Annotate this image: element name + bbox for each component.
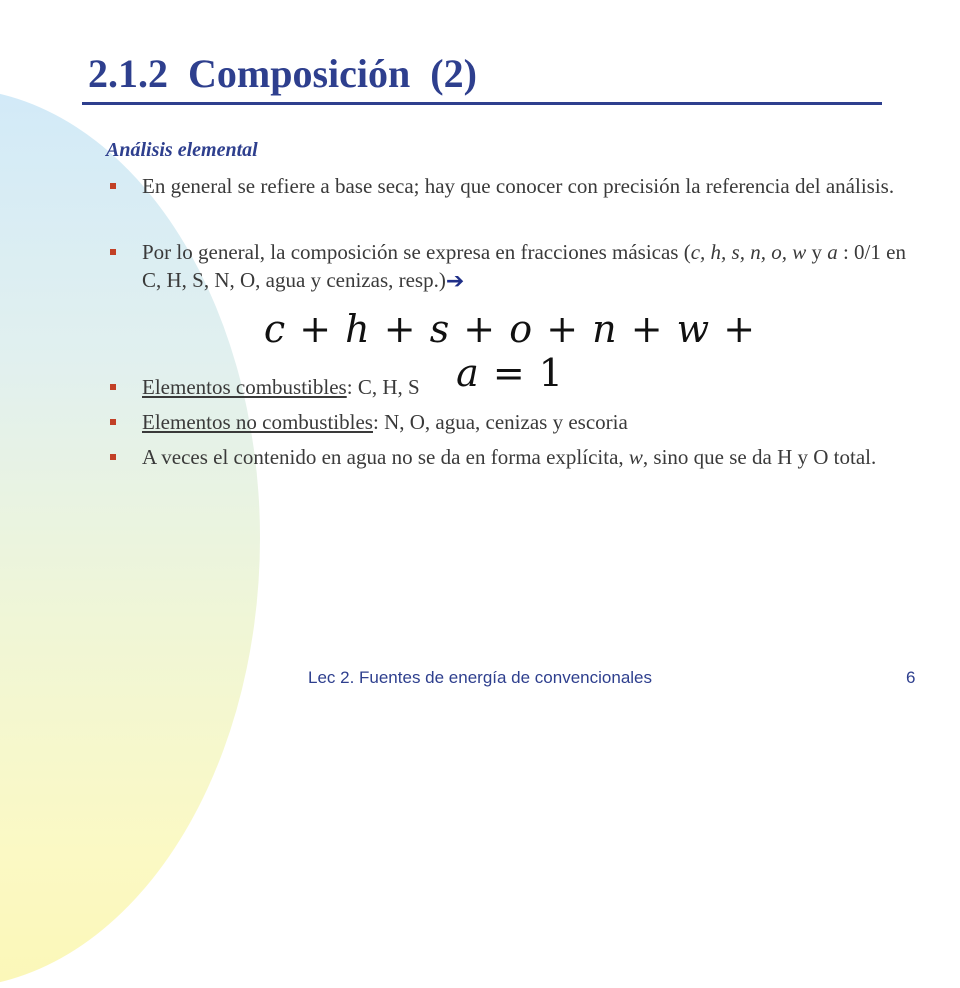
eq-plus: +	[723, 307, 757, 351]
bullet-square-icon	[110, 419, 116, 425]
eq-term: h	[345, 307, 371, 351]
eq-plus: +	[546, 307, 580, 351]
bullet-item	[106, 238, 926, 296]
eq-term: o	[509, 307, 534, 351]
eq-term: w	[676, 307, 711, 351]
variable-w: w	[628, 445, 643, 469]
eq-term: s	[429, 307, 451, 351]
bullet-text	[142, 443, 926, 471]
eq-plus: +	[630, 307, 664, 351]
bullet-text-part: : C, H, S	[346, 375, 420, 399]
bullet-square-icon	[110, 249, 116, 255]
bullet-text-part: A veces el contenido en agua no se da en forma explícita,	[142, 445, 629, 469]
bullet-text-part: Por lo general, la composición se expresa en fracciones másicas (	[142, 240, 691, 264]
bullet-square-icon	[110, 384, 116, 390]
bullet-square-icon	[110, 183, 116, 189]
eq-term: n	[592, 307, 618, 351]
bullet-square-icon	[110, 454, 116, 460]
footer-text: Lec 2. Fuentes de energía de convencionales	[307, 668, 653, 687]
slide-title: 2.1.2 Composición (2)	[88, 51, 477, 96]
eq-term: c	[263, 307, 287, 351]
eq-equals: =	[492, 351, 526, 395]
bullet-item	[106, 373, 926, 401]
eq-plus: +	[299, 307, 333, 351]
bullet-item	[106, 443, 926, 471]
bullet-text-part: : 0/1 en C, H, S, N, O, agua y cenizas, resp.)	[142, 240, 906, 292]
bullet-text	[142, 238, 926, 296]
variable-list: c, h, s, n, o, w	[690, 240, 807, 264]
bullet-text-part: y	[806, 240, 828, 264]
eq-term: a	[456, 351, 480, 395]
eq-plus: +	[383, 307, 417, 351]
eq-plus: +	[463, 307, 497, 351]
bullet-text-part: , sino que se da H y O total.	[642, 445, 877, 469]
bullet-text-part: : N, O, agua, cenizas y escoria	[372, 410, 628, 434]
arrow-right-icon: ➔	[445, 269, 465, 294]
section-heading: Análisis elemental	[106, 139, 258, 161]
background-gradient-shape	[0, 88, 260, 988]
bullet-label: Elementos no combustibles	[142, 410, 373, 434]
bullet-text	[142, 373, 926, 401]
bullet-text	[142, 408, 926, 436]
bullet-label: Elementos combustibles	[142, 375, 347, 399]
bullet-text: En general se refiere a base seca; hay que conocer con precisión la referencia del análisis.	[142, 174, 895, 198]
title-underline	[82, 102, 882, 105]
page-number: 6	[906, 668, 916, 687]
bullet-item	[106, 408, 926, 436]
bullet-item	[106, 172, 926, 200]
eq-rhs: 1	[538, 351, 564, 395]
variable-a: a	[827, 240, 838, 264]
